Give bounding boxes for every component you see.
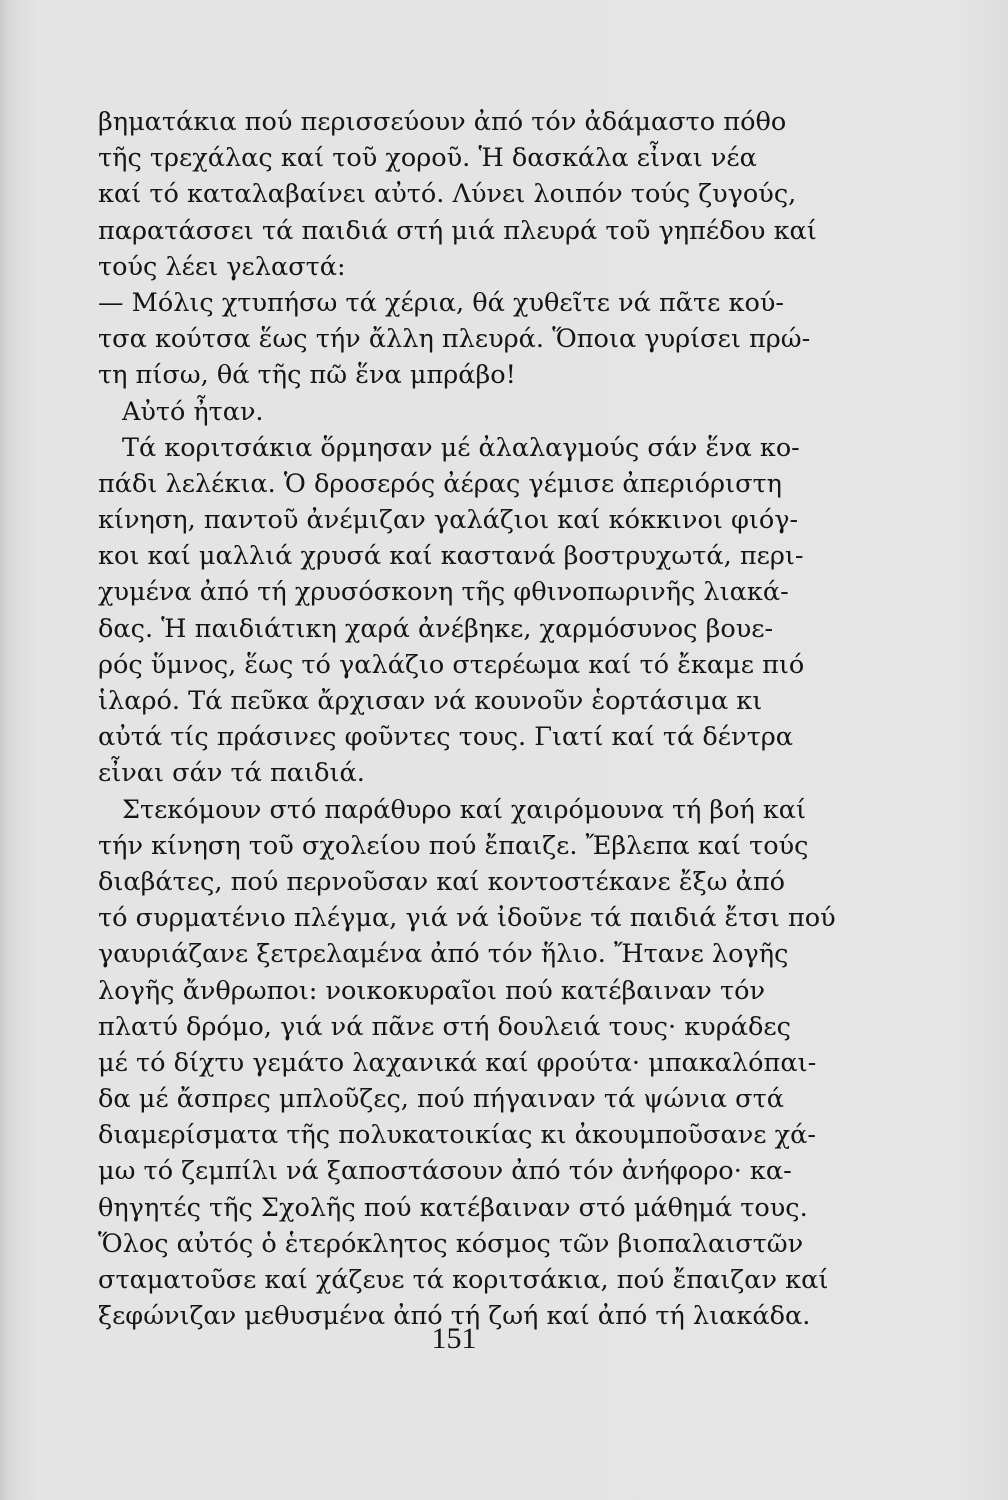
text-line-6: — Μόλις χτυπήσω τά χέρια, θά χυθεῖτε νά πᾶτε κού- (98, 287, 785, 318)
text-line-31: θηγητές τῆς Σχολῆς πού κατέβαιναν στό μάθημά τους. (98, 1192, 808, 1223)
text-line-3: καί τό καταλαβαίνει αὐτό. Λύνει λοιπόν τούς ζυγούς, (98, 179, 797, 210)
text-line-34: ξεφώνιζαν μεθυσμένα ἀπό τή ζωή καί ἀπό τή λιακάδα. (98, 1301, 811, 1332)
text-line-21: τήν κίνηση τοῦ σχολείου πού ἔπαιζε. Ἔβλεπα καί τούς (98, 830, 809, 861)
text-line-27: μέ τό δίχτυ γεμάτο λαχανικά καί φρούτα· μπακαλόπαι- (98, 1047, 817, 1078)
text-line-1: βηματάκια πού περισσεύουν ἀπό τόν ἀδάμαστο πόθο (98, 107, 787, 137)
text-line-9: Αὐτό ἦταν. (122, 396, 264, 427)
text-line-19: εἶναι σάν τά παιδιά. (98, 758, 365, 789)
text-line-32: Ὅλος αὐτός ὁ ἑτερόκλητος κόσμος τῶν βιοπαλαιστῶν (98, 1228, 804, 1259)
text-line-12: κίνηση, παντοῦ ἀνέμιζαν γαλάζιοι καί κόκκινοι φιόγ- (98, 505, 799, 536)
text-line-33: σταματοῦσε καί χάζευε τά κοριτσάκια, πού ἔπαιζαν καί (98, 1265, 829, 1295)
text-line-17: ἱλαρό. Τά πεῦκα ἄρχισαν νά κουνοῦν ἑορτάσιμα κι (98, 686, 763, 716)
text-line-11: πάδι λελέκια. Ὁ δροσερός ἀέρας γέμισε ἀπεριόριστη (98, 468, 782, 499)
text-line-26: πλατύ δρόμο, γιά νά πᾶνε στή δουλειά τους· κυράδες (98, 1011, 791, 1042)
text-line-30: μω τό ζεμπίλι νά ξαποστάσουν ἀπό τόν ἀνήφορο· κα- (98, 1156, 792, 1187)
text-line-10: Τά κοριτσάκια ὅρμησαν μέ ἀλαλαγμούς σάν ἕνα κο- (122, 432, 800, 463)
text-line-5: τούς λέει γελαστά: (98, 251, 346, 282)
text-line-25: λογῆς ἄνθρωποι: νοικοκυραῖοι πού κατέβαιναν τόν (98, 975, 766, 1006)
text-line-15: δας. Ἡ παιδιάτικη χαρά ἀνέβηκε, χαρμόσυνος βουε- (98, 613, 774, 644)
text-line-28: δα μέ ἄσπρες μπλοῦζες, πού πήγαιναν τά ψώνια στά (98, 1084, 784, 1115)
text-line-14: χυμένα ἀπό τή χρυσόσκονη τῆς φθινοπωρινῆς λιακά- (98, 577, 789, 608)
text-line-22: διαβάτες, πού περνοῦσαν καί κοντοστέκανε ἔξω ἀπό (98, 866, 786, 897)
text-line-4: παρατάσσει τά παιδιά στή μιά πλευρά τοῦ γηπέδου καί (98, 215, 817, 246)
text-line-23: τό συρματένιο πλέγμα, γιά νά ἰδοῦνε τά παιδιά ἔτσι πού (98, 903, 836, 934)
page-number: 151 (431, 1322, 477, 1355)
text-line-16: ρός ὕμνος, ἕως τό γαλάζιο στερέωμα καί τό ἔκαμε πιό (98, 649, 805, 680)
text-line-7: τσα κούτσα ἕως τήν ἄλλη πλευρά. Ὅποια γυρίσει πρώ- (98, 324, 811, 355)
text-line-24: γαυριάζανε ξετρελαμένα ἀπό τόν ἥλιο. Ἤτανε λογῆς (98, 939, 789, 970)
body-text (40, 104, 970, 1334)
text-line-20: Στεκόμουν στό παράθυρο καί χαιρόμουνα τή βοή καί (122, 794, 806, 825)
text-line-18: αὐτά τίς πράσινες φοῦντες τους. Γιατί καί τά δέντρα (98, 722, 793, 753)
text-line-13: κοι καί μαλλιά χρυσά καί καστανά βοστρυχωτά, περι- (98, 541, 804, 572)
text-line-2: τῆς τρεχάλας καί τοῦ χοροῦ. Ἡ δασκάλα εἶναι νέα (98, 143, 757, 174)
text-line-29: διαμερίσματα τῆς πολυκατοικίας κι ἀκουμποῦσανε χά- (98, 1120, 816, 1151)
text-line-8: τη πίσω, θά τῆς πῶ ἕνα μπράβο! (98, 360, 516, 391)
